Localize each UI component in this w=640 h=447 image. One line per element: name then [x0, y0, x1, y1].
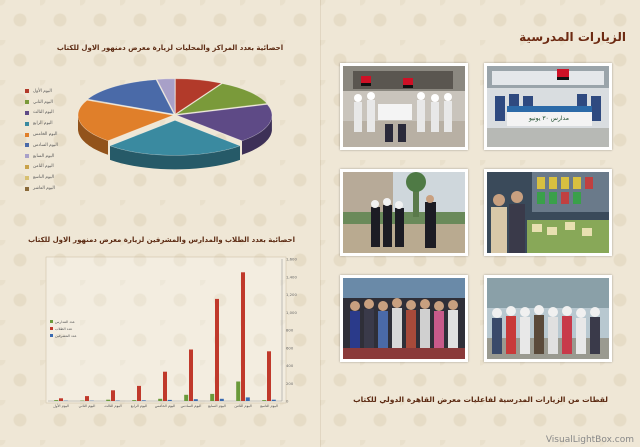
bar	[132, 400, 136, 401]
legend-label: اليوم العاشر	[33, 186, 55, 192]
girls-on-street-image	[343, 172, 465, 253]
bar	[59, 398, 63, 401]
pie-legend-item	[25, 86, 58, 97]
bar	[215, 299, 219, 401]
bar	[220, 399, 224, 401]
bar-legend-swatch	[50, 334, 53, 337]
boys-group-image	[343, 278, 465, 359]
bar-chart	[20, 253, 307, 413]
pie-legend-item	[25, 162, 58, 173]
pie-chart-title: احصائية بعدد المراكز والمحليات لزيارة معرض دمنهور الاول للكتاب	[56, 44, 284, 52]
group-with-flags-image	[343, 66, 465, 147]
y-tick-label: 1,400	[286, 274, 297, 280]
bar	[210, 394, 214, 401]
legend-swatch	[25, 133, 29, 137]
page-heading: الزيارات المدرسية	[519, 30, 626, 44]
pie-legend-item	[25, 140, 58, 151]
bar	[54, 400, 58, 401]
bar	[246, 397, 250, 401]
legend-swatch	[25, 122, 29, 126]
x-tick-label: اليوم التاسع	[260, 404, 278, 408]
y-tick-label: 600	[286, 345, 294, 351]
pie-legend-item	[25, 97, 58, 108]
pie-legend-item	[25, 172, 58, 183]
legend-swatch	[25, 111, 29, 115]
legend-swatch	[25, 165, 29, 169]
bar	[163, 372, 167, 401]
school-visit-photo-5	[340, 275, 468, 362]
bar-legend-label: عدد المدارس	[55, 320, 75, 324]
y-tick-label: 1,600	[286, 256, 297, 262]
pie-legend-item	[25, 108, 58, 119]
bar	[241, 272, 245, 401]
bar	[106, 400, 110, 401]
legend-swatch	[25, 89, 29, 93]
legend-label: اليوم التاسع	[33, 175, 55, 181]
legend-swatch	[25, 154, 29, 158]
x-tick-label: اليوم الأول	[53, 404, 69, 408]
y-tick-label: 1,200	[286, 292, 297, 297]
bar-legend-swatch	[50, 327, 53, 330]
bar	[137, 386, 141, 401]
x-tick-label: اليوم الخامس	[154, 404, 176, 408]
bar-legend-swatch	[50, 320, 53, 323]
bar	[262, 400, 266, 401]
photos-caption: لقطات من الزيارات المدرسية لفاعليات معرض القاهرة الدولي للكتاب	[353, 395, 608, 404]
bar	[267, 351, 271, 401]
legend-label: اليوم الثالث	[33, 110, 54, 116]
bar	[189, 350, 193, 402]
bar-chart-title: احصائية بعدد الطلاب والمدارس والمشرفين لزيارة معرض دمنهور الاول للكتاب	[28, 236, 295, 244]
x-tick-label: اليوم الثالث	[104, 404, 122, 408]
legend-label: اليوم الخامس	[33, 132, 58, 138]
bar	[236, 382, 240, 402]
legend-label: اليوم الرابع	[33, 121, 53, 127]
bar-legend-label: عدد المشرفين	[55, 334, 77, 338]
bar	[158, 399, 162, 401]
legend-swatch	[25, 187, 29, 191]
x-tick-label: اليوم الرابع	[130, 404, 148, 408]
legend-label: اليوم الثامن	[33, 164, 54, 170]
legend-swatch	[25, 100, 29, 104]
page-divider	[320, 0, 321, 447]
students-with-banner-image	[487, 66, 609, 147]
banner-text: مدارس ٣٠ يونيو	[529, 115, 569, 122]
book-stall-image	[487, 172, 609, 253]
bar	[142, 400, 146, 401]
bar-legend-label: عدد الطلاب	[55, 327, 73, 331]
legend-label: اليوم الأول	[33, 88, 52, 94]
pie-legend-item	[25, 183, 58, 194]
school-visit-photo-1	[340, 63, 468, 150]
watermark-text: VisualLightBox.com	[545, 435, 634, 445]
bar	[168, 400, 172, 401]
bar-chart-frame	[20, 253, 307, 413]
x-tick-label: اليوم الثاني	[78, 404, 96, 408]
school-visit-photo-3	[340, 169, 468, 256]
legend-label: اليوم الثاني	[33, 99, 53, 105]
students-outdoors-image	[487, 278, 609, 359]
legend-label: اليوم السابع	[33, 153, 55, 159]
x-tick-label: اليوم السابع	[208, 404, 226, 408]
x-tick-label: اليوم السادس	[180, 404, 202, 408]
school-visit-photo-2	[484, 63, 612, 150]
pie-legend-item	[25, 129, 58, 140]
bar	[272, 400, 276, 401]
school-visit-photo-4	[484, 169, 612, 256]
pie-legend-item	[25, 151, 58, 162]
y-tick-label: 1,000	[286, 309, 297, 315]
y-tick-label: 400	[286, 363, 294, 368]
x-tick-label: اليوم الثامن	[234, 404, 252, 408]
pie-chart	[55, 75, 315, 185]
y-tick-label: 800	[286, 327, 294, 333]
pie-legend-item	[25, 118, 58, 129]
legend-swatch	[25, 143, 29, 147]
y-tick-label: 0	[286, 398, 289, 404]
bar	[85, 396, 89, 401]
bar	[194, 399, 198, 401]
legend-label: اليوم السادس	[33, 142, 58, 148]
pie-legend	[25, 86, 58, 194]
legend-swatch	[25, 176, 29, 180]
bar	[184, 395, 188, 401]
bar	[111, 390, 115, 401]
y-tick-label: 200	[286, 380, 294, 386]
school-visit-photo-6	[484, 275, 612, 362]
